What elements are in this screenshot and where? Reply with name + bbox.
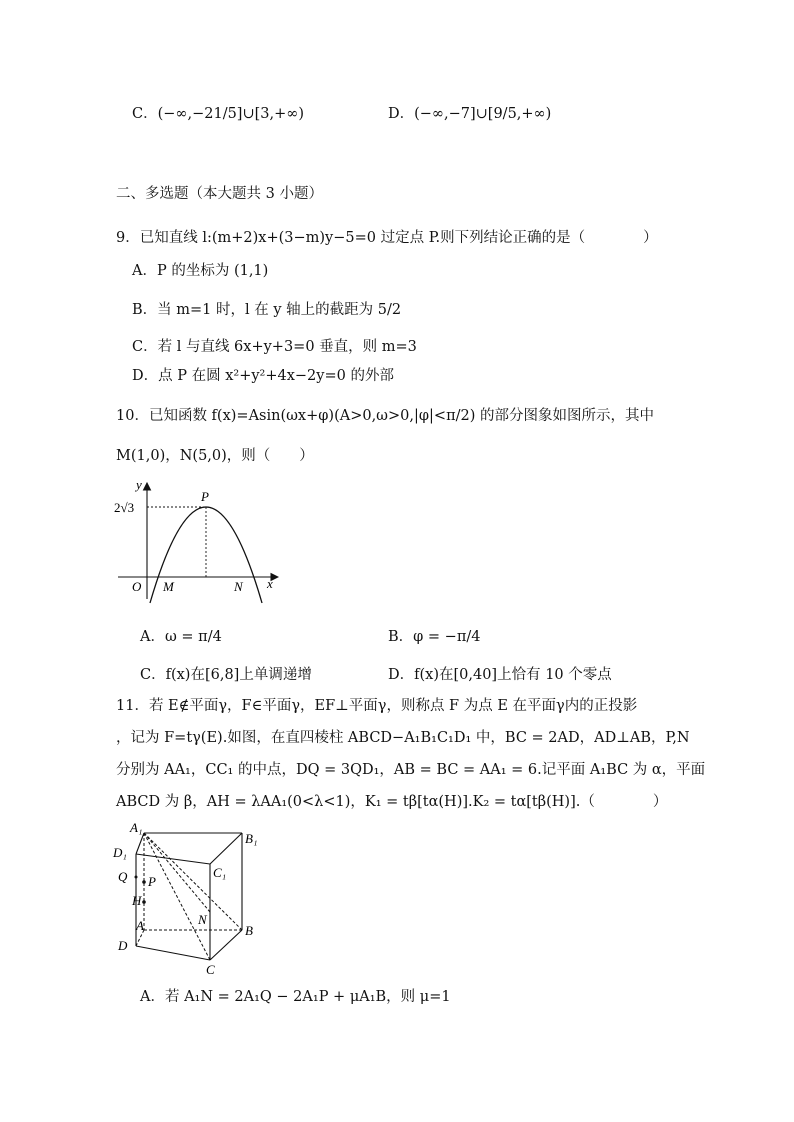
- q10-stem-line2: M(1,0)，N(5,0)，则（ ）: [116, 448, 314, 464]
- q11-stem-line3: 分别为 AA₁，CC₁ 的中点，DQ = 3QD₁，AB = BC = AA₁ = 6.记平面 A₁BC 为 α，平面: [116, 762, 706, 778]
- y-tick-label: 2√3: [114, 500, 135, 515]
- edge-d-c: [136, 946, 210, 960]
- q10-option-d: D．f(x)在[0,40]上恰有 10 个零点: [388, 667, 612, 683]
- q9-option-b: B．当 m=1 时，l 在 y 轴上的截距为 5/2: [132, 302, 402, 318]
- q11-option-a: A．若 A₁N = 2A₁Q − 2A₁P + μA₁B，则 μ=1: [140, 989, 451, 1005]
- q10-option-a: A．ω = π/4: [140, 629, 222, 645]
- label-d: D: [118, 938, 128, 953]
- label-a: A: [136, 918, 144, 933]
- point-m-label: M: [163, 579, 174, 594]
- point-n-label: N: [234, 579, 243, 594]
- q11-stem-line4: ABCD 为 β，AH = λAA₁(0<λ<1)，K₁ = tβ[tα(H)].K₂ = tα[tβ(H)].（ ）: [116, 794, 668, 810]
- edge-b1-c1: [210, 833, 242, 864]
- point-p-dot: [142, 880, 146, 884]
- prev-option-d: D．(−∞,−7]∪[9/5,+∞): [388, 106, 552, 122]
- segment-a1-c: [144, 833, 210, 960]
- label-b1: B₁: [245, 831, 258, 846]
- q11-stem-line1: 11．若 E∉平面γ，F∈平面γ，EF⊥平面γ，则称点 F 为点 E 在平面γ内的正投影: [116, 698, 638, 714]
- label-h: H: [132, 893, 142, 908]
- y-axis-label: y: [136, 477, 142, 492]
- q10-option-c: C．f(x)在[6,8]上单调递增: [140, 667, 312, 683]
- label-q: Q: [118, 869, 128, 884]
- point-p-label: P: [201, 489, 209, 504]
- q10-sine-graph: [110, 475, 285, 605]
- q9-option-c: C．若 l 与直线 6x+y+3=0 垂直，则 m=3: [132, 339, 417, 355]
- point-q-dot: [135, 876, 138, 879]
- q10-stem-line1: 10．已知函数 f(x)=Asin(ωx+φ)(A>0,ω>0,|φ|<π/2) 的部分图象如图所示，其中: [116, 408, 654, 424]
- q11-stem-line2: ，记为 F=tγ(E).如图，在直四棱柱 ABCD−A₁B₁C₁D₁ 中，BC = 2AD，AD⊥AB，P,N: [116, 730, 690, 746]
- q10-option-b: B．φ = −π/4: [388, 629, 481, 645]
- label-d1: D₁: [113, 845, 127, 860]
- origin-label: O: [132, 579, 142, 594]
- edge-d1-c1: [136, 854, 210, 864]
- label-b: B: [245, 923, 253, 938]
- label-n: N: [198, 912, 207, 927]
- prev-option-c: C．(−∞,−21/5]∪[3,+∞): [132, 106, 304, 122]
- q9-option-d: D．点 P 在圆 x²+y²+4x−2y=0 的外部: [132, 368, 394, 384]
- q9-option-a: A．P 的坐标为 (1,1): [132, 263, 269, 279]
- label-c1: C₁: [213, 865, 227, 880]
- q9-stem: 9．已知直线 l:(m+2)x+(3−m)y−5=0 过定点 P.则下列结论正确的是（ ）: [116, 230, 658, 246]
- x-axis-label: x: [267, 576, 273, 591]
- label-c: C: [206, 962, 215, 977]
- label-a1: A₁: [130, 820, 143, 835]
- section-title: 二、多选题（本大题共 3 小题）: [116, 186, 323, 202]
- point-h-dot: [142, 900, 146, 904]
- q11-prism-diagram: [110, 820, 270, 980]
- edge-a1-d1: [136, 833, 144, 854]
- segment-a1-n: [144, 833, 210, 912]
- edge-c-b: [210, 930, 242, 960]
- label-p: P: [148, 874, 156, 889]
